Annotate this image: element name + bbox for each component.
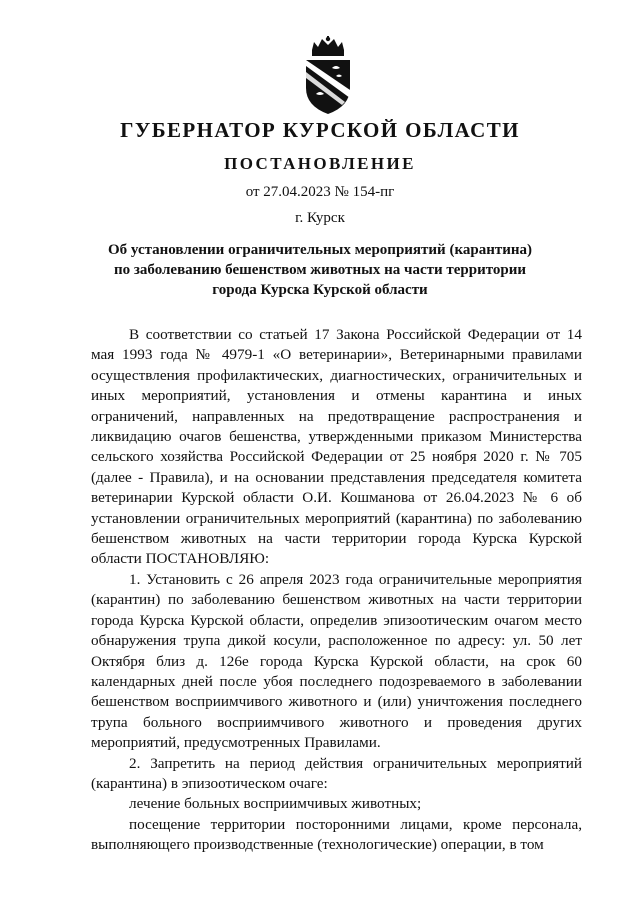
body-paragraph: 1. Установить с 26 апреля 2023 года ограничительные мероприятия (карантин) по заболеванию бешенством животных на части территории города Курска Курской области, определив эпизоотическим очагом место обнаружения трупа дикой косули, расположенное по адресу: ул. 50 лет Октября близ д. 126е города Курска Курской области, на срок 60 календарных дней после убоя последнего подозреваемого в заболевании бешенством восприимчивого животного и (или) уничтожения последнего трупа больного восприимчивого животного и проведения других мероприятий, предусмотренных Правилами. [91, 570, 582, 752]
document-title-line: Об установлении ограничительных мероприятий (карантина) [107, 242, 532, 258]
body-paragraph: 2. Запретить на период действия ограничительных мероприятий (карантина) в эпизоотическом очаге: [91, 754, 582, 792]
body-paragraph: В соответствии со статьей 17 Закона Российской Федерации от 14 мая 1993 года № 4979-1 «О ветеринарии», Ветеринарными правилами осуществления профилактических, диагностических, ограничительных и иных мероприятий, установления и отмены карантина и иных ограничений, направленных на предотвращение распространения и ликвидацию очагов бешенства, утвержденными приказом Министерства сельского хозяйства Российской Федерации от 25 ноября 2020 г. № 705 (далее - Правила), и на основании представления председателя комитета ветеринарии Курской области О.И. Кошманова от 26.04.2023 № 6 об установлении ограничительных мероприятий (карантина) по заболеванию бешенством животных на части территории города Курска Курской области ПОСТАНОВЛЯЮ: [91, 326, 582, 568]
document-title-line: города Курска Курской области [212, 282, 428, 298]
issuing-authority: ГУБЕРНАТОР КУРСКОЙ ОБЛАСТИ [120, 118, 520, 142]
document-date-number: от 27.04.2023 № 154-пг [245, 184, 395, 200]
body-paragraph: лечение больных восприимчивых животных; [129, 795, 422, 813]
document-type: ПОСТАНОВЛЕНИЕ [224, 154, 416, 173]
document-title-line: по заболеванию бешенством животных на части территории [113, 262, 527, 278]
document-place: г. Курск [295, 210, 345, 226]
body-paragraph: посещение территории посторонними лицами, кроме персонала, выполняющего производственные (технологические) операции, в том [91, 815, 582, 854]
kursk-coat-of-arms-icon [298, 36, 358, 116]
document-title [90, 240, 550, 300]
document-body [91, 325, 582, 856]
